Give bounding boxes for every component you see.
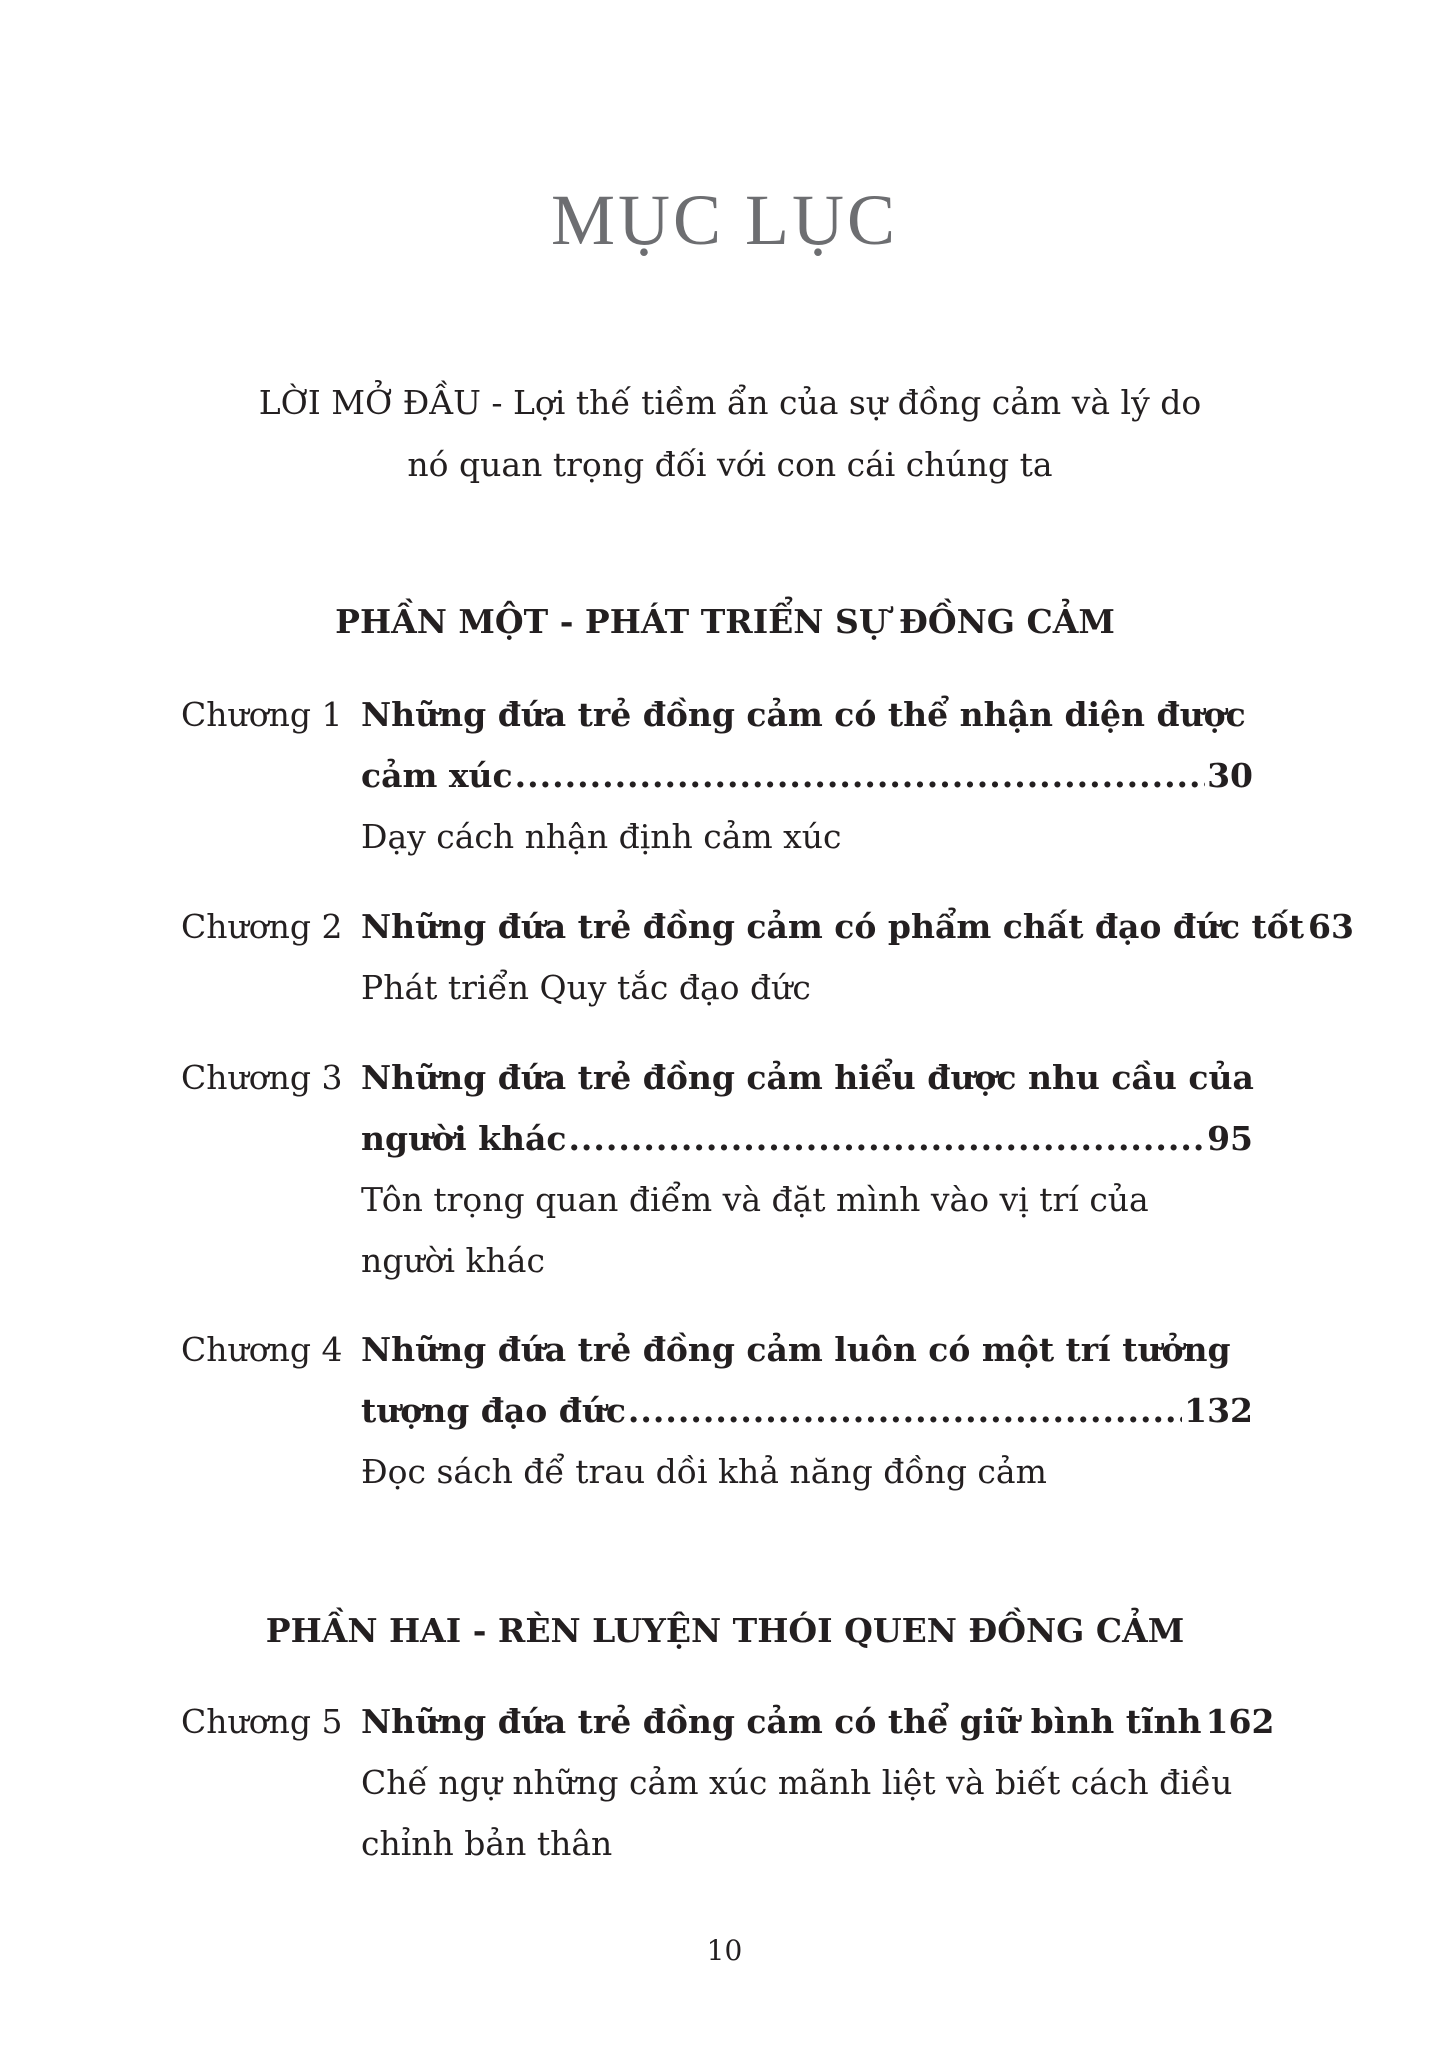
page-ref: 162 <box>1205 1702 1275 1741</box>
chapter-label: Chương 1 <box>181 695 343 734</box>
chapter-title-end: người khác <box>361 1119 567 1158</box>
chapter-subtitle: chỉnh bản thân <box>361 1824 613 1863</box>
chapter-body <box>361 684 1253 867</box>
page-ref: 30 <box>1207 756 1253 795</box>
page-ref: 132 <box>1184 1391 1253 1430</box>
chapter-subtitle: Tôn trọng quan điểm và đặt mình vào vị trí của <box>361 1180 1149 1219</box>
chapter-subtitle: người khác <box>361 1241 545 1280</box>
chapter-subtitle: Dạy cách nhận định cảm xúc <box>361 817 842 856</box>
part-two-heading: PHẦN HAI - RÈN LUYỆN THÓI QUEN ĐỒNG CẢM <box>265 1611 1185 1650</box>
chapter-label: Chương 5 <box>181 1702 343 1741</box>
chapter-label: Chương 4 <box>181 1330 343 1369</box>
page-number: 10 <box>706 1934 743 1967</box>
chapter-body <box>361 1319 1253 1502</box>
part-one-heading: PHẦN MỘT - PHÁT TRIỂN SỰ ĐỒNG CẢM <box>335 602 1115 641</box>
chapter-title-leader <box>361 1108 1253 1169</box>
chapter-body <box>361 1047 1253 1291</box>
chapter-title-leader <box>361 896 1354 957</box>
chapter-title-line: Những đứa trẻ đồng cảm có thể nhận diện được <box>361 695 1246 734</box>
dot-leader <box>515 745 1205 806</box>
chapter-title-leader <box>361 1380 1253 1441</box>
chapter-title-end: cảm xúc <box>361 756 513 795</box>
page-title: MỤC LỤC <box>550 180 899 260</box>
preface-line-1: LỜI MỞ ĐẦU - Lợi thế tiềm ẩn của sự đồng cảm và lý do <box>258 383 1202 422</box>
page-ref: 63 <box>1308 907 1354 946</box>
chapter-title-leader <box>361 1691 1275 1752</box>
preface-line-2: nó quan trọng đối với con cái chúng ta <box>407 445 1053 484</box>
chapter-subtitle: Phát triển Quy tắc đạo đức <box>361 968 811 1007</box>
chapter-title-line: Những đứa trẻ đồng cảm luôn có một trí tưởng <box>361 1330 1231 1369</box>
chapter-subtitle: Đọc sách để trau dồi khả năng đồng cảm <box>361 1452 1047 1491</box>
chapter-label: Chương 3 <box>181 1058 343 1097</box>
chapter-title-line: Những đứa trẻ đồng cảm hiểu được nhu cầu của <box>361 1058 1254 1097</box>
page-ref: 95 <box>1207 1119 1253 1158</box>
chapter-title-end: Những đứa trẻ đồng cảm có phẩm chất đạo đức tốt <box>361 907 1305 946</box>
dot-leader <box>628 1380 1182 1441</box>
preface-entry <box>180 372 1280 496</box>
dot-leader <box>568 1108 1205 1169</box>
chapter-subtitle: Chế ngự những cảm xúc mãnh liệt và biết cách điều <box>361 1763 1233 1802</box>
chapter-body <box>361 896 1354 1018</box>
chapter-title-leader <box>361 745 1253 806</box>
chapter-title-end: Những đứa trẻ đồng cảm có thể giữ bình tĩnh <box>361 1702 1202 1741</box>
chapter-label: Chương 2 <box>181 907 343 946</box>
chapter-title-end: tượng đạo đức <box>361 1391 626 1430</box>
chapter-body <box>361 1691 1275 1874</box>
